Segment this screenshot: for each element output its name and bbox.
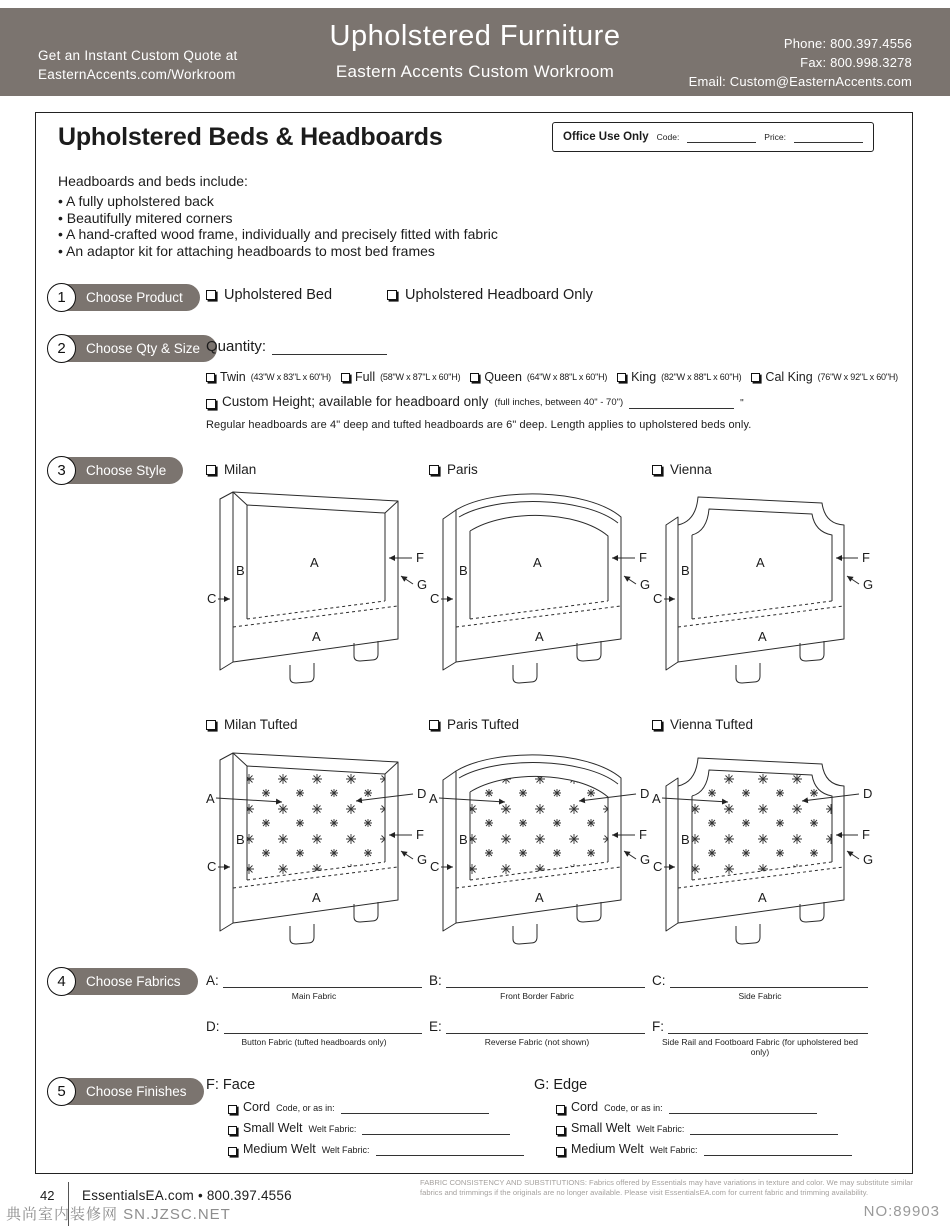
fabric-letter: C:	[652, 973, 666, 988]
fabric-letter: B:	[429, 973, 442, 988]
checkbox-queen[interactable]	[470, 373, 479, 382]
custom-height-unit: "	[740, 398, 744, 409]
label-g: G	[640, 852, 651, 867]
finish-name: Medium Welt	[243, 1142, 316, 1156]
face-medium-welt-field[interactable]	[376, 1145, 524, 1156]
step2-label: Choose Qty & Size	[86, 341, 201, 356]
edge-small-welt-field[interactable]	[690, 1124, 838, 1135]
custom-height-note: (full inches, between 40" - 70")	[494, 397, 624, 408]
header-subtitle: Eastern Accents Custom Workroom	[335, 62, 615, 81]
finish-sub: Code, or as in:	[276, 1103, 335, 1113]
checkbox-cal-king[interactable]	[751, 373, 760, 382]
label-b: B	[681, 563, 690, 578]
step2-pill	[49, 335, 217, 362]
face-small-welt-row	[228, 1122, 536, 1135]
size-options	[206, 370, 898, 384]
option-style-vienna[interactable]	[652, 462, 712, 477]
checkbox-face-medium-welt[interactable]	[228, 1147, 237, 1156]
feature-item: • A fully upholstered back	[58, 193, 498, 210]
fabric-field-c	[652, 973, 868, 1001]
checkbox-milan-tufted[interactable]	[206, 720, 216, 730]
label-a: A	[429, 791, 438, 806]
checkbox-full[interactable]	[341, 373, 350, 382]
finish-name: Small Welt	[243, 1121, 303, 1135]
label-b: B	[236, 563, 245, 578]
label-a: A	[533, 555, 542, 570]
intro-text: Headboards and beds include:	[58, 173, 248, 189]
step5-pill	[49, 1078, 204, 1105]
feature-item: • An adaptor kit for attaching headboards to most bed frames	[58, 243, 498, 260]
label-f: F	[862, 550, 870, 565]
step1-number: 1	[47, 283, 76, 312]
size-dims: (76"W x 92"L x 60"H)	[817, 372, 898, 382]
label-c: C	[207, 859, 217, 874]
label-g: G	[863, 852, 874, 867]
label-f: F	[416, 550, 424, 565]
checkbox-face-cord[interactable]	[228, 1105, 237, 1114]
edge-cord-field[interactable]	[669, 1103, 817, 1114]
checkbox-upholstered-headboard-only[interactable]	[387, 290, 397, 300]
fabric-field-f	[652, 1019, 868, 1057]
finish-sub: Welt Fabric:	[636, 1124, 685, 1134]
office-use-box	[552, 122, 874, 152]
finish-name: Medium Welt	[571, 1142, 644, 1156]
size-name: King	[631, 370, 657, 384]
option-upholstered-bed[interactable]	[206, 287, 332, 303]
size-dims: (82"W x 88"L x 60"H)	[661, 372, 742, 382]
face-finish-column	[206, 1077, 536, 1156]
paris-diagram	[429, 479, 654, 691]
page-title: Upholstered Beds & Headboards	[58, 123, 443, 151]
size-dims: (64"W x 88"L x 60"H)	[526, 372, 608, 382]
label-a-lower: A	[758, 629, 767, 644]
fabric-caption: Button Fabric (tufted headboards only)	[241, 1037, 387, 1047]
option-size-queen[interactable]	[470, 370, 607, 384]
label-b: B	[459, 563, 468, 578]
watermark-left: 典尚室内装修网 SN.JZSC.NET	[6, 1206, 231, 1223]
fabric-field-a	[206, 973, 422, 1001]
promo-line2[interactable]: EasternAccents.com/Workroom	[38, 67, 236, 82]
milan-diagram	[206, 479, 431, 691]
option-upholstered-headboard-only[interactable]	[387, 287, 593, 303]
finish-sub: Code, or as in:	[604, 1103, 663, 1113]
label-a: A	[652, 791, 661, 806]
style-name: Vienna Tufted	[670, 717, 754, 732]
contact-phone: Phone: 800.397.4556	[783, 36, 912, 51]
label-a: A	[756, 555, 765, 570]
style-name: Paris	[447, 462, 478, 477]
fabric-field-b	[429, 973, 645, 1001]
checkbox-edge-cord[interactable]	[556, 1105, 565, 1114]
label-g: G	[417, 577, 428, 592]
fabric-letter: A:	[206, 973, 219, 988]
custom-height-field[interactable]	[629, 398, 734, 409]
edge-title: G: Edge	[534, 1077, 588, 1093]
contact-fax: Fax: 800.998.3278	[800, 55, 912, 70]
finish-name: Cord	[243, 1100, 271, 1114]
option-style-paris-tufted[interactable]	[429, 717, 519, 732]
label-g: G	[863, 577, 874, 592]
office-code-field[interactable]	[687, 132, 756, 143]
footer-site-line[interactable]: EssentialsEA.com • 800.397.4556	[82, 1188, 292, 1203]
quantity-label: Quantity:	[206, 338, 267, 355]
style-name: Milan Tufted	[224, 717, 298, 732]
fabric-letter: D:	[206, 1019, 220, 1034]
label-a-lower: A	[758, 890, 767, 905]
option-size-twin[interactable]	[206, 370, 331, 384]
label-a-lower: A	[535, 629, 544, 644]
option-label: Upholstered Headboard Only	[405, 287, 593, 303]
paris-tufted-diagram	[429, 735, 654, 957]
option-label: Upholstered Bed	[224, 287, 333, 303]
option-size-cal-king[interactable]	[751, 370, 898, 384]
style-name: Paris Tufted	[447, 717, 520, 732]
product-options	[206, 287, 593, 303]
option-style-milan-tufted[interactable]	[206, 717, 298, 732]
fabric-a-field[interactable]	[223, 977, 422, 988]
step5-number: 5	[47, 1077, 76, 1106]
label-f: F	[862, 827, 870, 842]
fabric-field-d	[206, 1019, 422, 1047]
label-a-lower: A	[535, 890, 544, 905]
fabric-field-e	[429, 1019, 645, 1047]
size-dims: (43"W x 83"L x 60"H)	[250, 372, 331, 382]
style-name: Vienna	[670, 462, 712, 477]
label-d: D	[417, 786, 427, 801]
edge-medium-welt-field[interactable]	[704, 1145, 852, 1156]
checkbox-twin[interactable]	[206, 373, 215, 382]
fabric-caption: Front Border Fabric	[500, 991, 574, 1001]
size-name: Full	[354, 370, 376, 384]
milan-tufted-diagram	[206, 735, 431, 957]
label-c: C	[430, 859, 440, 874]
edge-cord-row	[556, 1101, 864, 1114]
label-c: C	[430, 591, 440, 606]
option-style-paris[interactable]	[429, 462, 478, 477]
quantity-row	[206, 338, 387, 355]
label-a: A	[206, 791, 215, 806]
size-name: Twin	[220, 370, 246, 384]
office-price-field[interactable]	[794, 132, 863, 143]
label-c: C	[207, 591, 217, 606]
label-f: F	[416, 827, 424, 842]
form-body	[35, 112, 913, 1174]
edge-small-welt-row	[556, 1122, 864, 1135]
promo-line1: Get an Instant Custom Quote at	[38, 48, 238, 63]
fabric-caption: Side Fabric	[738, 991, 782, 1001]
option-style-milan[interactable]	[206, 462, 256, 477]
custom-height-row	[206, 394, 744, 409]
fabric-b-field[interactable]	[446, 977, 645, 988]
fabric-letter: E:	[429, 1019, 442, 1034]
label-c: C	[653, 859, 663, 874]
size-dims: (58"W x 87"L x 60"H)	[380, 372, 461, 382]
fabric-c-field[interactable]	[670, 977, 869, 988]
step3-number: 3	[47, 456, 76, 485]
checkbox-edge-small-welt[interactable]	[556, 1126, 565, 1135]
step3-label: Choose Style	[86, 463, 167, 478]
header-band	[0, 8, 950, 96]
checkbox-vienna-tufted[interactable]	[652, 720, 662, 730]
checkbox-paris[interactable]	[429, 465, 439, 475]
finish-sub: Welt Fabric:	[308, 1124, 357, 1134]
fabric-f-field[interactable]	[668, 1023, 868, 1034]
label-b: B	[459, 832, 468, 847]
office-use-label: Office Use Only	[563, 131, 649, 143]
label-d: D	[863, 786, 873, 801]
vienna-diagram	[652, 479, 877, 691]
office-code-label: Code:	[656, 132, 680, 142]
step1-label: Choose Product	[86, 290, 183, 305]
size-name: Cal King	[765, 370, 813, 384]
size-name: Queen	[484, 370, 522, 384]
step2-number: 2	[47, 334, 76, 363]
edge-medium-welt-row	[556, 1143, 864, 1156]
edge-finish-column	[534, 1077, 864, 1156]
step4-pill	[49, 968, 198, 995]
step4-label: Choose Fabrics	[86, 974, 181, 989]
face-cord-row	[228, 1101, 536, 1114]
fabric-caption: Side Rail and Footboard Fabric (for upholstered bed only)	[661, 1037, 859, 1057]
checkbox-edge-medium-welt[interactable]	[556, 1147, 565, 1156]
quantity-field[interactable]	[272, 344, 387, 355]
fabric-caption: Reverse Fabric (not shown)	[484, 1037, 590, 1047]
option-size-king[interactable]	[617, 370, 741, 384]
finish-name: Small Welt	[571, 1121, 631, 1135]
step3-pill	[49, 457, 183, 484]
label-f: F	[639, 827, 647, 842]
face-small-welt-field[interactable]	[362, 1124, 510, 1135]
label-a-lower: A	[312, 890, 321, 905]
checkbox-upholstered-bed[interactable]	[206, 290, 216, 300]
face-cord-field[interactable]	[341, 1103, 489, 1114]
office-price-label: Price:	[764, 132, 787, 142]
checkbox-face-small-welt[interactable]	[228, 1126, 237, 1135]
finish-sub: Welt Fabric:	[321, 1145, 370, 1155]
label-a-lower: A	[312, 629, 321, 644]
fabric-e-field[interactable]	[446, 1023, 645, 1034]
header-title: Upholstered Furniture	[329, 20, 621, 52]
face-title: F: Face	[206, 1077, 256, 1093]
finish-sub: Welt Fabric:	[649, 1145, 698, 1155]
feature-item: • Beautifully mitered corners	[58, 210, 498, 227]
option-size-full[interactable]	[341, 370, 460, 384]
fabric-consistency-note: FABRIC CONSISTENCY AND SUBSTITUTIONS: Fabrics offered by Essentials may have variations in texture and color. We may substitute similar fabrics and trimmings if the originals are no longer available. Please visit EssentialsEA.com for current fabric and trimming availability.	[420, 1178, 913, 1197]
label-d: D	[640, 786, 650, 801]
checkbox-king[interactable]	[617, 373, 626, 382]
header-contact	[689, 34, 912, 91]
feature-item: • A hand-crafted wood frame, individually and precisely fitted with fabric	[58, 226, 498, 243]
label-b: B	[236, 832, 245, 847]
checkbox-milan[interactable]	[206, 465, 216, 475]
contact-email[interactable]: Email: Custom@EasternAccents.com	[688, 74, 912, 89]
custom-height-label: Custom Height; available for headboard only	[222, 394, 489, 409]
label-b: B	[681, 832, 690, 847]
face-medium-welt-row	[228, 1143, 536, 1156]
step4-number: 4	[47, 967, 76, 996]
option-style-vienna-tufted[interactable]	[652, 717, 753, 732]
vienna-tufted-diagram	[652, 735, 877, 957]
step1-pill	[49, 284, 200, 311]
fabric-caption: Main Fabric	[291, 991, 337, 1001]
style-name: Milan	[224, 462, 257, 477]
size-note: Regular headboards are 4" deep and tufted headboards are 6" deep. Length applies to upholstered beds only.	[206, 419, 752, 431]
watermark-right: NO:89903	[863, 1203, 940, 1220]
checkbox-vienna[interactable]	[652, 465, 662, 475]
checkbox-custom-height[interactable]	[206, 399, 216, 409]
fabric-letter: F:	[652, 1019, 664, 1034]
page-number: 42	[40, 1188, 55, 1203]
feature-list	[58, 193, 498, 259]
finish-name: Cord	[571, 1100, 599, 1114]
label-c: C	[653, 591, 663, 606]
fabric-d-field[interactable]	[224, 1023, 423, 1034]
checkbox-paris-tufted[interactable]	[429, 720, 439, 730]
label-g: G	[417, 852, 428, 867]
label-f: F	[639, 550, 647, 565]
step5-label: Choose Finishes	[86, 1084, 187, 1099]
label-g: G	[640, 577, 651, 592]
label-a: A	[310, 555, 319, 570]
